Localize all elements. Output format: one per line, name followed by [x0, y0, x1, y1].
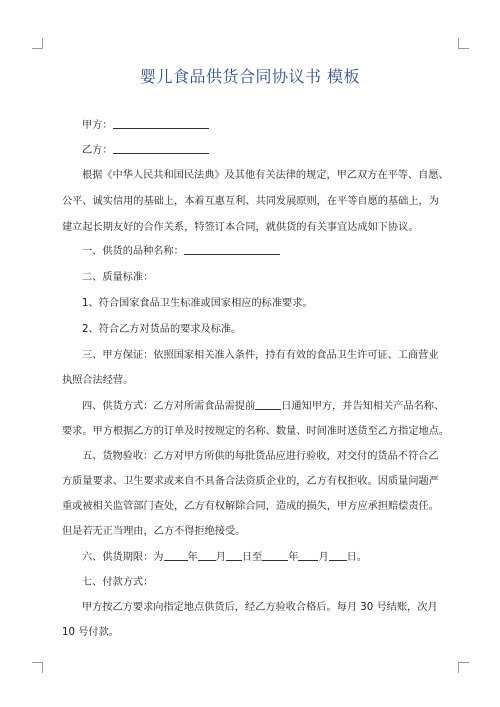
party-b-line — [82, 141, 458, 156]
item4-line-2: 要求。甲方根据乙方的订单及时按规定的名称、数量、时间准时送货至乙方指定地点。 — [62, 426, 450, 437]
item6-end: 日。 — [346, 552, 367, 563]
item6-year-2: 年 — [288, 552, 299, 563]
item4-text-b: 日通知甲方，并告知相关产品名称、 — [281, 401, 445, 412]
item5-line-3: 重或被相关监管部门查处，乙方有权解除合同，造成的损失，甲方应承担赔偿责任。 — [62, 501, 439, 512]
item7-heading: 七、付款方式： — [82, 577, 154, 588]
start-year-blank[interactable] — [164, 550, 188, 561]
item6-day-to: 日至 — [241, 552, 263, 563]
item3-line-1: 三、甲方保证：依照国家相关准入条件，持有有效的食品卫生许可证、工商营业 — [82, 350, 439, 361]
item1-line — [82, 242, 458, 257]
corner-mark-top-left — [32, 38, 43, 49]
end-year-blank[interactable] — [262, 550, 288, 561]
item2-clause-2: 2、符合乙方对货品的要求及标准。 — [82, 324, 242, 335]
preamble-line-1: 根据《中华人民共和国民法典》及其他有关法律的规定，甲乙双方在平等、自愿、 — [82, 170, 449, 181]
document-title: 婴儿食品供货合同协议书 模板 — [139, 67, 361, 86]
item3-line-2: 执照合法经营。 — [62, 375, 134, 386]
corner-mark-bottom-left — [32, 662, 43, 673]
party-b-label: 乙方： — [82, 145, 113, 156]
party-a-line — [82, 116, 458, 131]
start-month-blank[interactable] — [198, 550, 216, 561]
start-day-blank[interactable] — [226, 550, 242, 561]
item4-line-1 — [82, 397, 458, 412]
corner-mark-bottom-right — [458, 662, 469, 673]
item6-month-2: 月 — [318, 552, 329, 563]
end-day-blank[interactable] — [329, 550, 347, 561]
corner-mark-top-right — [458, 38, 469, 49]
item5-line-4: 但是若无正当理由，乙方不得拒绝接受。 — [62, 526, 246, 537]
item7-line-2: 10 号付款。 — [62, 627, 119, 638]
preamble-line-2: 公平、诚实信用的基础上，本着互惠互利、共同发展原则，在平等自愿的基础上，为 — [62, 196, 439, 207]
party-a-blank[interactable] — [113, 118, 209, 129]
party-a-label: 甲方： — [82, 120, 113, 131]
item7-line-1: 甲方按乙方要求向指定地点供货后，经乙方验收合格后。每月 30 号结账，次月 — [82, 602, 438, 613]
item5-line-1: 五、货物验收：乙方对甲方所供的每批货品应进行验收，对交付的货品不符合乙 — [82, 451, 439, 462]
item4-text-a: 四、供货方式：乙方对所需食品需提前 — [82, 401, 256, 412]
preamble-line-3: 建立起长期友好的合作关系，特签订本合同，就供货的有关事宜达成如下协议。 — [62, 222, 419, 233]
end-month-blank[interactable] — [298, 550, 318, 561]
item1-label: 一、供货的品种名称： — [82, 246, 184, 257]
item5-line-2: 方质量要求、卫生要求或来自不具备合法资质企业的，乙方有权拒收。因质量问题严 — [62, 476, 439, 487]
item1-blank[interactable] — [184, 244, 280, 255]
item2-heading: 二、质量标准： — [82, 272, 154, 283]
party-b-blank[interactable] — [113, 143, 209, 154]
item4-days-blank[interactable] — [255, 399, 281, 410]
item2-clause-1: 1、符合国家食品卫生标准或国家相应的标准要求。 — [82, 298, 313, 309]
item6-prefix: 六、供货期限：为 — [82, 552, 164, 563]
item6-line — [82, 548, 458, 563]
item6-year-1: 年 — [187, 552, 198, 563]
item6-month-1: 月 — [215, 552, 226, 563]
